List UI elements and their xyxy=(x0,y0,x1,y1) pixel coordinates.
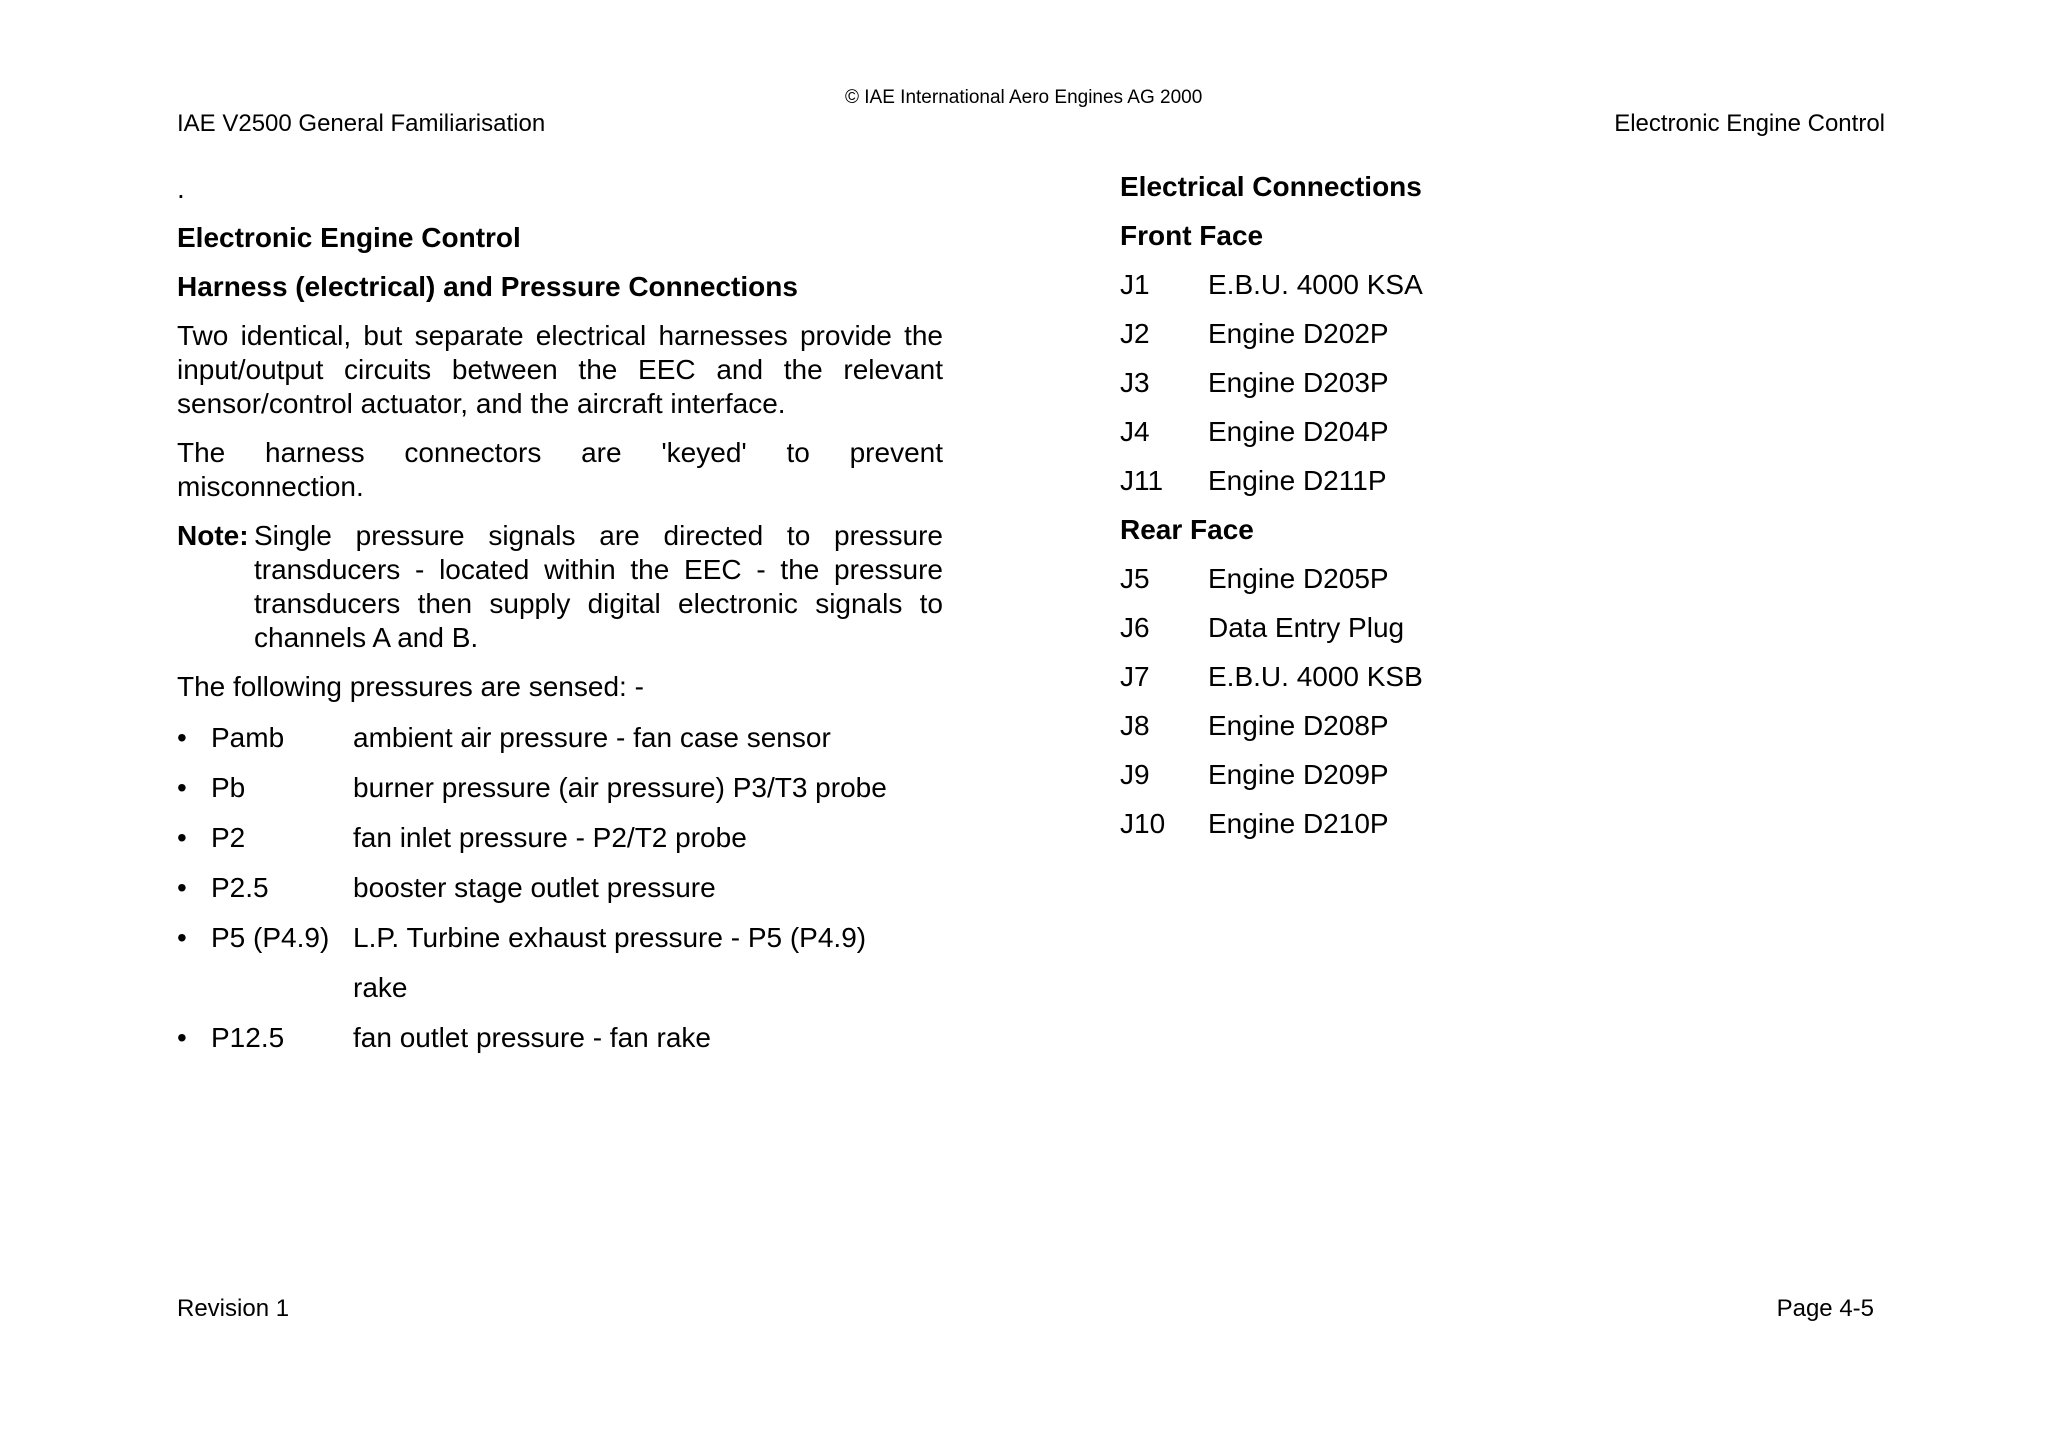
bullet: • xyxy=(177,1022,187,1053)
pressure-abbreviation: P5 (P4.9) xyxy=(211,922,330,953)
connector-description: Engine D209P xyxy=(1208,759,1389,790)
connector-description: Engine D211P xyxy=(1208,465,1387,496)
bullet: • xyxy=(177,722,187,753)
pressure-description xyxy=(353,921,943,1005)
note-text: Single pressure signals are directed to pressure transducers - located within the EEC - the pressure transducers then supply digital electronic signals to channels A and B. xyxy=(254,520,943,653)
electrical-connections-heading: Electrical Connections xyxy=(1120,171,1422,202)
connector-description: Engine D203P xyxy=(1208,367,1389,398)
bullet: • xyxy=(177,822,187,853)
pressure-description: ambient air pressure - fan case sensor xyxy=(353,722,831,753)
pressure-description: fan inlet pressure - P2/T2 probe xyxy=(353,822,747,853)
pressure-description: booster stage outlet pressure xyxy=(353,872,716,903)
connector-description: E.B.U. 4000 KSB xyxy=(1208,661,1423,692)
connector-row xyxy=(1120,807,1820,841)
connector-row xyxy=(1120,464,1820,498)
stray-period: . xyxy=(177,173,185,204)
footer-revision: Revision 1 xyxy=(177,1295,290,1322)
bullet: • xyxy=(177,872,187,903)
connector-id: J5 xyxy=(1120,563,1150,594)
pressure-description: fan outlet pressure - fan rake xyxy=(353,1022,711,1053)
section-heading: Electronic Engine Control xyxy=(177,222,521,253)
pressure-abbreviation: Pb xyxy=(211,772,246,803)
connector-id: J10 xyxy=(1120,808,1166,839)
pressure-abbreviation: Pamb xyxy=(211,722,285,753)
connector-row xyxy=(1120,562,1820,596)
sensed-pressures-list xyxy=(177,721,943,1055)
header-section-title: Electronic Engine Control xyxy=(1614,110,1885,137)
connector-id: J3 xyxy=(1120,367,1150,398)
pressure-description-line: L.P. Turbine exhaust pressure - P5 (P4.9) xyxy=(353,922,867,953)
connector-id: J11 xyxy=(1120,465,1164,496)
front-face-heading: Front Face xyxy=(1120,220,1264,251)
connector-description: Engine D208P xyxy=(1208,710,1389,741)
rear-face-heading: Rear Face xyxy=(1120,514,1254,545)
connector-row xyxy=(1120,611,1820,645)
connector-id: J6 xyxy=(1120,612,1150,643)
list-item xyxy=(177,871,943,905)
list-item xyxy=(177,1021,943,1055)
pressure-description-continuation: rake xyxy=(353,972,408,1003)
connector-row xyxy=(1120,366,1820,400)
connector-id: J7 xyxy=(1120,661,1150,692)
pressure-abbreviation: P12.5 xyxy=(211,1022,285,1053)
connector-row xyxy=(1120,415,1820,449)
footer-page-number: Page 4-5 xyxy=(1776,1295,1874,1322)
connector-id: J4 xyxy=(1120,416,1150,447)
list-item xyxy=(177,921,943,1005)
connector-id: J8 xyxy=(1120,710,1150,741)
connector-description: Data Entry Plug xyxy=(1208,612,1405,643)
list-item xyxy=(177,771,943,805)
connector-description: Engine D210P xyxy=(1208,808,1389,839)
connector-description: E.B.U. 4000 KSA xyxy=(1208,269,1423,300)
connector-row xyxy=(1120,709,1820,743)
list-item xyxy=(177,721,943,755)
connector-row xyxy=(1120,317,1820,351)
note-label: Note: xyxy=(177,520,249,551)
harness-paragraph: Two identical, but separate electrical harnesses provide the input/output circuits between the EEC and the relevant sensor/control actuator, and the aircraft interface. xyxy=(177,320,943,419)
pressure-abbreviation: P2.5 xyxy=(211,872,269,903)
sensed-intro: The following pressures are sensed: - xyxy=(177,671,644,702)
list-item xyxy=(177,821,943,855)
connector-description: Engine D202P xyxy=(1208,318,1389,349)
connector-row xyxy=(1120,268,1820,302)
subsection-heading: Harness (electrical) and Pressure Connections xyxy=(177,271,798,302)
connector-id: J1 xyxy=(1120,269,1150,300)
connector-row xyxy=(1120,758,1820,792)
note-block xyxy=(177,519,943,655)
left-column xyxy=(177,172,943,1071)
bullet: • xyxy=(177,772,187,803)
header-document-title: IAE V2500 General Familiarisation xyxy=(177,110,546,137)
connector-id: J2 xyxy=(1120,318,1150,349)
pressure-description: burner pressure (air pressure) P3/T3 probe xyxy=(353,772,887,803)
pressure-abbreviation: P2 xyxy=(211,822,246,853)
connector-description: Engine D204P xyxy=(1208,416,1389,447)
connector-id: J9 xyxy=(1120,759,1150,790)
bullet: • xyxy=(177,922,187,953)
connector-row xyxy=(1120,660,1820,694)
connector-description: Engine D205P xyxy=(1208,563,1389,594)
right-column xyxy=(1120,170,1820,856)
connectors-paragraph: The harness connectors are 'keyed' to prevent misconnection. xyxy=(177,437,943,502)
copyright-notice: © IAE International Aero Engines AG 2000 xyxy=(845,87,1203,108)
